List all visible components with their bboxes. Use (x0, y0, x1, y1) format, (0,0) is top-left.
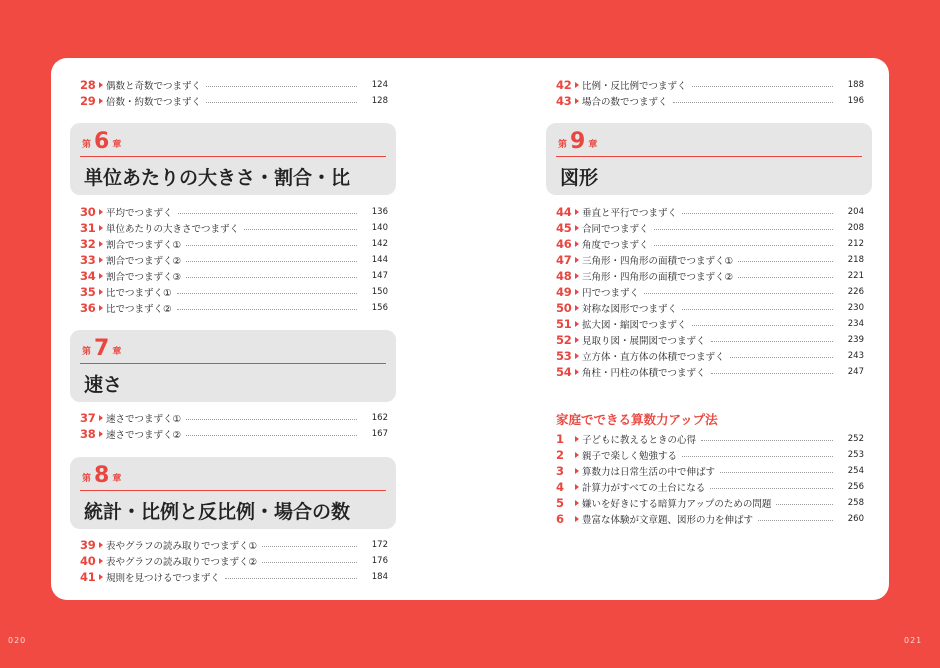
entry-number: 2 (556, 448, 564, 462)
entry-page: 208 (847, 223, 864, 233)
entry-title: 角柱・円柱の体積でつまずく (582, 368, 706, 379)
entry-title: 比例・反比例でつまずく (582, 81, 687, 92)
entry-page: 128 (371, 96, 388, 106)
entry-title: 倍数・約数でつまずく (106, 97, 202, 108)
arrow-icon (575, 82, 579, 88)
entry-number: 3 (556, 464, 564, 478)
dot-leader (692, 325, 833, 326)
entry-title: 豊富な体験が文章題、図形の力を伸ばす (582, 515, 754, 526)
toc-entry[interactable] (556, 300, 864, 316)
arrow-icon (99, 98, 103, 104)
dot-leader (692, 86, 833, 87)
entry-title: 比でつまずく① (106, 288, 172, 299)
arrow-icon (575, 257, 579, 263)
entry-title: 垂直と平行でつまずく (582, 208, 678, 219)
arrow-icon (575, 98, 579, 104)
chapter-prefix: 第 (82, 347, 92, 357)
dot-leader (177, 293, 357, 294)
arrow-icon (575, 321, 579, 327)
entry-page: 184 (371, 572, 388, 582)
toc-entry[interactable] (80, 252, 388, 268)
toc-entry[interactable] (80, 537, 388, 553)
arrow-icon (575, 369, 579, 375)
toc-entry[interactable] (556, 348, 864, 364)
toc-entry[interactable] (80, 236, 388, 252)
arrow-icon (99, 257, 103, 263)
entry-page: 230 (847, 303, 864, 313)
arrow-icon (575, 500, 579, 506)
dot-leader (654, 245, 833, 246)
dot-leader (206, 86, 357, 87)
entry-title: 表やグラフの読み取りでつまずく① (106, 541, 258, 552)
dot-leader (186, 277, 357, 278)
entry-title: 対称な図形でつまずく (582, 304, 678, 315)
toc-entry[interactable] (556, 463, 864, 479)
entry-number: 42 (556, 78, 572, 92)
arrow-icon (99, 431, 103, 437)
entry-number: 34 (80, 269, 96, 283)
arrow-icon (99, 289, 103, 295)
toc-entry[interactable] (80, 284, 388, 300)
arrow-icon (575, 436, 579, 442)
arrow-icon (99, 415, 103, 421)
toc-entry[interactable] (556, 332, 864, 348)
toc-entry[interactable] (556, 220, 864, 236)
arrow-icon (99, 241, 103, 247)
toc-entry[interactable] (556, 316, 864, 332)
toc-entry[interactable] (556, 479, 864, 495)
chapter-title: 速さ (84, 374, 123, 396)
entry-page: 258 (847, 498, 864, 508)
chapter-label (82, 129, 121, 155)
dot-leader (711, 341, 833, 342)
toc-entry[interactable] (80, 426, 388, 442)
toc-entry[interactable] (80, 569, 388, 585)
entry-page: 142 (371, 239, 388, 249)
arrow-icon (99, 574, 103, 580)
dot-leader (262, 562, 357, 563)
entry-page: 124 (371, 80, 388, 90)
entry-page: 260 (847, 514, 864, 524)
chapter-prefix: 第 (558, 140, 568, 150)
entry-title: 見取り図・展開図でつまずく (582, 336, 706, 347)
chapter-prefix: 第 (82, 474, 92, 484)
entry-title: 割合でつまずく③ (106, 272, 182, 283)
chapter-label (558, 129, 597, 155)
entry-number: 40 (80, 554, 96, 568)
entry-page: 188 (847, 80, 864, 90)
entry-number: 51 (556, 317, 572, 331)
dot-leader (186, 245, 357, 246)
entry-number: 33 (80, 253, 96, 267)
arrow-icon (575, 337, 579, 343)
chapter-number: 6 (94, 129, 110, 154)
entry-title: 規則を見つけるでつまずく (106, 573, 220, 584)
entry-number: 31 (80, 221, 96, 235)
toc-entry[interactable] (556, 511, 864, 527)
entry-page: 167 (371, 429, 388, 439)
arrow-icon (575, 516, 579, 522)
arrow-icon (575, 241, 579, 247)
entry-number: 5 (556, 496, 564, 510)
entry-number: 52 (556, 333, 572, 347)
dot-leader (776, 504, 833, 505)
entry-number: 38 (80, 427, 96, 441)
toc-entry[interactable] (556, 93, 864, 109)
entry-page: 243 (847, 351, 864, 361)
entry-page: 226 (847, 287, 864, 297)
arrow-icon (575, 209, 579, 215)
entry-number: 54 (556, 365, 572, 379)
entry-title: 嫌いを好きにする暗算力アップのための問題 (582, 499, 772, 510)
arrow-icon (575, 305, 579, 311)
arrow-icon (575, 484, 579, 490)
toc-entry[interactable] (80, 93, 388, 109)
dot-leader (730, 357, 833, 358)
entry-number: 41 (80, 570, 96, 584)
chapter-6-header (70, 123, 396, 195)
chapter-rule (80, 490, 386, 491)
dot-leader (711, 373, 833, 374)
toc-entry[interactable] (80, 77, 388, 93)
chapter-number: 9 (570, 129, 586, 154)
toc-entry[interactable] (556, 495, 864, 511)
entry-number: 36 (80, 301, 96, 315)
entry-number: 50 (556, 301, 572, 315)
chapter-7-header (70, 330, 396, 402)
dot-leader (186, 261, 357, 262)
toc-entry[interactable] (556, 364, 864, 380)
toc-entry[interactable] (556, 77, 864, 93)
entry-page: 234 (847, 319, 864, 329)
entry-number: 6 (556, 512, 564, 526)
entry-page: 144 (371, 255, 388, 265)
arrow-icon (99, 542, 103, 548)
toc-entry[interactable] (556, 284, 864, 300)
toc-entry[interactable] (80, 553, 388, 569)
toc-entry[interactable] (80, 300, 388, 316)
arrow-icon (99, 273, 103, 279)
entry-title: 子どもに教えるときの心得 (582, 435, 697, 446)
entry-page: 212 (847, 239, 864, 249)
entry-page: 156 (371, 303, 388, 313)
dot-leader (682, 213, 833, 214)
entry-title: 場合の数でつまずく (582, 97, 668, 108)
entry-page: 150 (371, 287, 388, 297)
entry-title: 円でつまずく (582, 288, 640, 299)
entry-title: 算数力は日常生活の中で伸ばす (582, 467, 716, 478)
chapter-rule (556, 156, 862, 157)
entry-page: 136 (371, 207, 388, 217)
entry-number: 35 (80, 285, 96, 299)
chapter-number: 8 (94, 463, 110, 488)
chapter-title: 統計・比例と反比例・場合の数 (84, 501, 351, 523)
dot-leader (710, 488, 833, 489)
entry-number: 48 (556, 269, 572, 283)
entry-title: 平均でつまずく (106, 208, 173, 219)
entry-number: 46 (556, 237, 572, 251)
entry-title: 単位あたりの大きさでつまずく (106, 224, 240, 235)
arrow-icon (575, 452, 579, 458)
entry-number: 1 (556, 432, 564, 446)
dot-leader (206, 102, 357, 103)
entry-number: 37 (80, 411, 96, 425)
entry-page: 253 (847, 450, 864, 460)
dot-leader (177, 309, 357, 310)
entry-page: 221 (847, 271, 864, 281)
arrow-icon (99, 82, 103, 88)
dot-leader (644, 293, 833, 294)
entry-title: 計算力がすべての土台になる (582, 483, 706, 494)
entry-page: 254 (847, 466, 864, 476)
chapter-label (82, 463, 121, 489)
entry-page: 252 (847, 434, 864, 444)
arrow-icon (99, 558, 103, 564)
dot-leader (682, 456, 833, 457)
entry-page: 140 (371, 223, 388, 233)
dot-leader (673, 102, 833, 103)
chapter-rule (80, 363, 386, 364)
dot-leader (186, 435, 357, 436)
toc-entry[interactable] (556, 268, 864, 284)
chapter-suffix: 章 (112, 140, 122, 150)
entry-title: 表やグラフの読み取りでつまずく② (106, 557, 258, 568)
entry-page: 247 (847, 367, 864, 377)
entry-page: 162 (371, 413, 388, 423)
entry-number: 43 (556, 94, 572, 108)
chapter-suffix: 章 (112, 347, 122, 357)
chapter-number: 7 (94, 336, 110, 361)
toc-entry[interactable] (80, 204, 388, 220)
entry-number: 47 (556, 253, 572, 267)
entry-page: 196 (847, 96, 864, 106)
dot-leader (738, 277, 833, 278)
toc-entry[interactable] (80, 268, 388, 284)
dot-leader (186, 419, 357, 420)
entry-page: 239 (847, 335, 864, 345)
entry-title: 三角形・四角形の面積でつまずく① (582, 256, 734, 267)
chapter-prefix: 第 (82, 140, 92, 150)
arrow-icon (575, 353, 579, 359)
chapter-title: 図形 (560, 167, 599, 189)
entry-number: 39 (80, 538, 96, 552)
entry-page: 176 (371, 556, 388, 566)
chapter-suffix: 章 (112, 474, 122, 484)
arrow-icon (575, 289, 579, 295)
dot-leader (720, 472, 833, 473)
chapter-rule (80, 156, 386, 157)
entry-number: 4 (556, 480, 564, 494)
entry-number: 45 (556, 221, 572, 235)
entry-title: 三角形・四角形の面積でつまずく② (582, 272, 734, 283)
entry-number: 30 (80, 205, 96, 219)
dot-leader (225, 578, 357, 579)
arrow-icon (575, 273, 579, 279)
entry-number: 29 (80, 94, 96, 108)
entry-number: 28 (80, 78, 96, 92)
chapter-suffix: 章 (588, 140, 598, 150)
dot-leader (682, 309, 833, 310)
toc-entry[interactable] (556, 431, 864, 447)
entry-page: 172 (371, 540, 388, 550)
entry-title: 速さでつまずく① (106, 414, 182, 425)
dot-leader (738, 261, 833, 262)
entry-title: 偶数と奇数でつまずく (106, 81, 202, 92)
entry-number: 44 (556, 205, 572, 219)
entry-title: 合同でつまずく (582, 224, 649, 235)
chapter-8-header (70, 457, 396, 529)
toc-entry[interactable] (80, 220, 388, 236)
right-page-number: 021 (904, 636, 923, 645)
chapter-9-header (546, 123, 872, 195)
special-section-heading: 家庭でできる算数力アップ法 (556, 412, 718, 427)
entry-title: 拡大図・縮図でつまずく (582, 320, 687, 331)
chapter-label (82, 336, 121, 362)
arrow-icon (99, 225, 103, 231)
entry-page: 218 (847, 255, 864, 265)
arrow-icon (99, 305, 103, 311)
entry-number: 49 (556, 285, 572, 299)
dot-leader (701, 440, 833, 441)
entry-page: 256 (847, 482, 864, 492)
toc-entry[interactable] (556, 252, 864, 268)
entry-title: 親子で楽しく勉強する (582, 451, 678, 462)
arrow-icon (575, 468, 579, 474)
dot-leader (262, 546, 357, 547)
toc-entry[interactable] (556, 447, 864, 463)
dot-leader (244, 229, 357, 230)
entry-title: 角度でつまずく (582, 240, 649, 251)
entry-number: 53 (556, 349, 572, 363)
entry-title: 速さでつまずく② (106, 430, 182, 441)
entry-number: 32 (80, 237, 96, 251)
toc-entry[interactable] (556, 204, 864, 220)
entry-title: 比でつまずく② (106, 304, 172, 315)
arrow-icon (99, 209, 103, 215)
dot-leader (758, 520, 833, 521)
dot-leader (654, 229, 833, 230)
toc-entry[interactable] (80, 410, 388, 426)
entry-title: 割合でつまずく① (106, 240, 182, 251)
entry-title: 立方体・直方体の体積でつまずく (582, 352, 725, 363)
toc-entry[interactable] (556, 236, 864, 252)
chapter-title: 単位あたりの大きさ・割合・比 (84, 167, 351, 189)
arrow-icon (575, 225, 579, 231)
dot-leader (178, 213, 357, 214)
entry-page: 204 (847, 207, 864, 217)
left-page-number: 020 (8, 636, 27, 645)
entry-page: 147 (371, 271, 388, 281)
entry-title: 割合でつまずく② (106, 256, 182, 267)
